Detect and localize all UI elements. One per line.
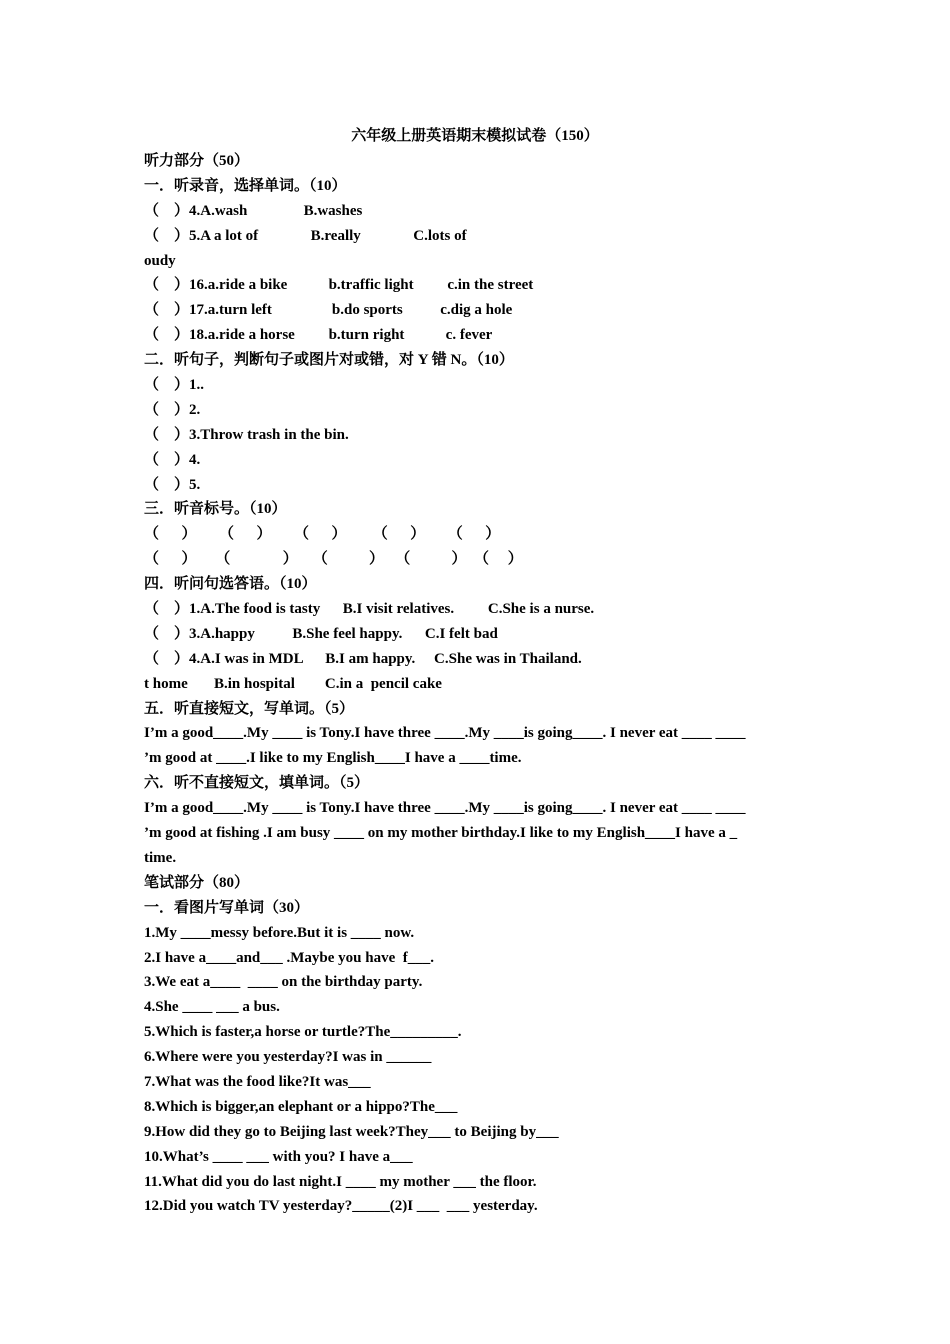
text-line: （ ）3.A.happy B.She feel happy. C.I felt bad	[144, 625, 498, 642]
text-line: t home B.in hospital C.in a pencil cake	[144, 675, 442, 692]
text-line: 一．看图片写单词（30）	[144, 899, 310, 916]
text-line: 六．听不直接短文，填单词。（5）	[144, 775, 370, 792]
text-line: I’m a good____.My ____ is Tony.I have three ____.My ____is going____. I never eat ____ ____	[144, 725, 746, 742]
text-line: 8.Which is bigger,an elephant or a hippo?The___	[144, 1098, 458, 1115]
text-line: 五．听直接短文，写单词。（5）	[144, 700, 355, 717]
text-line: （ ） （ ） （ ） （ ） （ ）	[144, 526, 501, 543]
exam-body	[144, 151, 824, 1221]
text-line: 三．听音标号。（10）	[144, 501, 287, 518]
text-line: 四．听问句选答语。（10）	[144, 576, 317, 593]
text-line: 7.What was the food like?It was___	[144, 1073, 371, 1090]
text-line: （ ）5.	[144, 476, 201, 493]
text-line: （ ）2.	[144, 401, 201, 418]
text-line: 5.Which is faster,a horse or turtle?The_________.	[144, 1024, 462, 1041]
text-line: 12.Did you watch TV yesterday?_____(2)I ___ ___ yesterday.	[144, 1198, 538, 1215]
text-line: 6.Where were you yesterday?I was in ______	[144, 1049, 432, 1066]
text-line: 4.She ____ ___ a bus.	[144, 999, 280, 1016]
text-line: （ ）1.A.The food is tasty B.I visit relatives. C.She is a nurse.	[144, 601, 595, 618]
text-line: 2.I have a____and___ .Maybe you have f___.	[144, 949, 435, 966]
text-line: （ ）16.a.ride a bike b.traffic light c.in the street	[144, 277, 534, 294]
text-line: 11.What did you do last night.I ____ my mother ___ the floor.	[144, 1173, 537, 1190]
text-line: 1.My ____messy before.But it is ____ now.	[144, 924, 415, 941]
text-line: 3.We eat a____ ____ on the birthday party.	[144, 974, 423, 991]
text-line: （ ）4.A.wash B.washes	[144, 202, 363, 219]
text-line: ’m good at fishing .I am busy ____ on my mother birthday.I like to my English____I have a _	[144, 825, 738, 842]
text-line: 笔试部分（80）	[144, 874, 250, 891]
text-line: I’m a good____.My ____ is Tony.I have three ____.My ____is going____. I never eat ____ ____	[144, 800, 746, 817]
text-line: 一．听录音，选择单词。（10）	[144, 177, 347, 194]
text-line: 二．听句子，判断句子或图片对或错，对 Y 错 N。（10）	[144, 352, 514, 369]
text-line: （ ）18.a.ride a horse b.turn right c. fever	[144, 327, 493, 344]
text-line: （ ）4.A.I was in MDL B.I am happy. C.She was in Thailand.	[144, 650, 582, 667]
text-line: 听力部分（50）	[144, 153, 250, 169]
text-line: time.	[144, 849, 177, 866]
text-line: oudy	[144, 252, 176, 269]
text-line: （ ）1..	[144, 377, 205, 394]
text-line: （ ）4.	[144, 451, 201, 468]
text-line: 10.What’s ____ ___ with you? I have a___	[144, 1148, 413, 1165]
text-line: 9.How did they go to Beijing last week?They___ to Beijing by___	[144, 1123, 559, 1140]
text-line: （ ）3.Throw trash in the bin.	[144, 426, 349, 443]
text-line: （ ）5.A a lot of B.really C.lots of	[144, 227, 467, 244]
page-title: 六年级上册英语期末模拟试卷（150）	[351, 128, 599, 144]
text-line: ’m good at ____.I like to my English____I have a ____time.	[144, 750, 522, 767]
text-line: （ ）17.a.turn left b.do sports c.dig a hole	[144, 302, 513, 319]
text-line: （ ） （ ） （ ） （ ） （ ）	[144, 551, 523, 568]
